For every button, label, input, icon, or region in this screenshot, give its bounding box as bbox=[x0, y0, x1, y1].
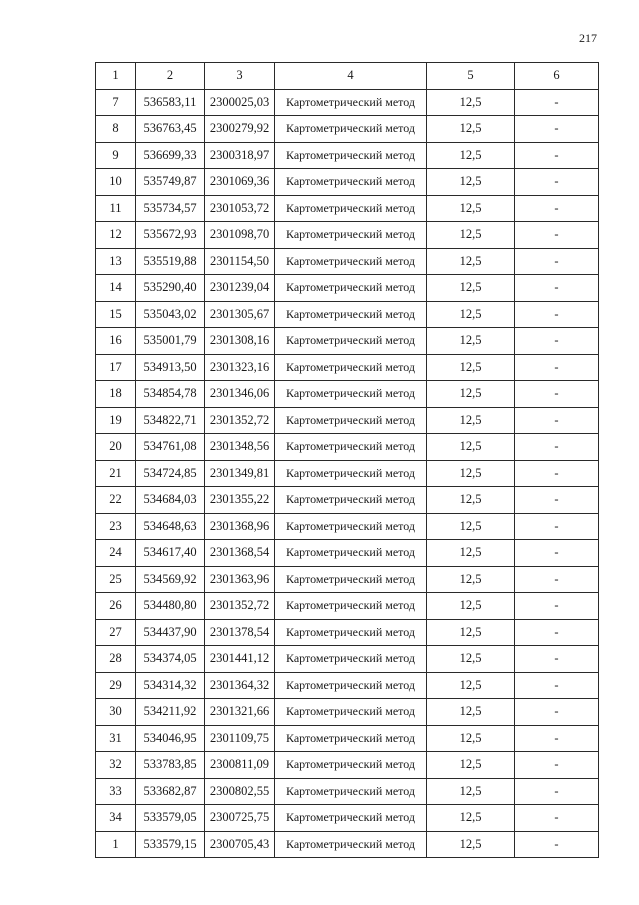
method-cell: Картометрический метод bbox=[275, 487, 427, 514]
y-coordinate-cell: 2301321,66 bbox=[205, 699, 275, 726]
point-number-cell: 24 bbox=[96, 540, 136, 567]
table-row bbox=[96, 831, 599, 858]
note-cell: - bbox=[515, 672, 599, 699]
accuracy-cell: 12,5 bbox=[427, 699, 515, 726]
note-cell: - bbox=[515, 407, 599, 434]
method-cell: Картометрический метод bbox=[275, 89, 427, 116]
method-cell: Картометрический метод bbox=[275, 222, 427, 249]
method-cell: Картометрический метод bbox=[275, 434, 427, 461]
note-cell: - bbox=[515, 513, 599, 540]
table-row bbox=[96, 381, 599, 408]
note-cell: - bbox=[515, 566, 599, 593]
note-cell: - bbox=[515, 434, 599, 461]
point-number-cell: 18 bbox=[96, 381, 136, 408]
note-cell: - bbox=[515, 195, 599, 222]
point-number-cell: 28 bbox=[96, 646, 136, 673]
y-coordinate-cell: 2301348,56 bbox=[205, 434, 275, 461]
table-row bbox=[96, 513, 599, 540]
accuracy-cell: 12,5 bbox=[427, 328, 515, 355]
y-coordinate-cell: 2301109,75 bbox=[205, 725, 275, 752]
note-cell: - bbox=[515, 275, 599, 302]
note-cell: - bbox=[515, 646, 599, 673]
y-coordinate-cell: 2301352,72 bbox=[205, 593, 275, 620]
point-number-cell: 32 bbox=[96, 752, 136, 779]
point-number-cell: 21 bbox=[96, 460, 136, 487]
x-coordinate-cell: 536763,45 bbox=[136, 116, 205, 143]
note-cell: - bbox=[515, 460, 599, 487]
x-coordinate-cell: 534617,40 bbox=[136, 540, 205, 567]
table-row bbox=[96, 725, 599, 752]
method-cell: Картометрический метод bbox=[275, 381, 427, 408]
x-coordinate-cell: 534569,92 bbox=[136, 566, 205, 593]
method-cell: Картометрический метод bbox=[275, 725, 427, 752]
accuracy-cell: 12,5 bbox=[427, 275, 515, 302]
table-row bbox=[96, 699, 599, 726]
note-cell: - bbox=[515, 805, 599, 832]
table-row bbox=[96, 566, 599, 593]
note-cell: - bbox=[515, 831, 599, 858]
x-coordinate-cell: 534822,71 bbox=[136, 407, 205, 434]
accuracy-cell: 12,5 bbox=[427, 752, 515, 779]
accuracy-cell: 12,5 bbox=[427, 248, 515, 275]
y-coordinate-cell: 2301355,22 bbox=[205, 487, 275, 514]
y-coordinate-cell: 2300725,75 bbox=[205, 805, 275, 832]
y-coordinate-cell: 2301364,32 bbox=[205, 672, 275, 699]
y-coordinate-cell: 2301368,54 bbox=[205, 540, 275, 567]
point-number-cell: 31 bbox=[96, 725, 136, 752]
point-number-cell: 25 bbox=[96, 566, 136, 593]
point-number-cell: 26 bbox=[96, 593, 136, 620]
y-coordinate-cell: 2301239,04 bbox=[205, 275, 275, 302]
accuracy-cell: 12,5 bbox=[427, 142, 515, 169]
point-number-cell: 14 bbox=[96, 275, 136, 302]
x-coordinate-cell: 535749,87 bbox=[136, 169, 205, 196]
table-row bbox=[96, 805, 599, 832]
point-number-cell: 17 bbox=[96, 354, 136, 381]
x-coordinate-cell: 533783,85 bbox=[136, 752, 205, 779]
point-number-cell: 22 bbox=[96, 487, 136, 514]
y-coordinate-cell: 2301363,96 bbox=[205, 566, 275, 593]
point-number-cell: 8 bbox=[96, 116, 136, 143]
point-number-cell: 15 bbox=[96, 301, 136, 328]
y-coordinate-cell: 2301308,16 bbox=[205, 328, 275, 355]
x-coordinate-cell: 533579,15 bbox=[136, 831, 205, 858]
table-row bbox=[96, 672, 599, 699]
method-cell: Картометрический метод bbox=[275, 646, 427, 673]
x-coordinate-cell: 534761,08 bbox=[136, 434, 205, 461]
accuracy-cell: 12,5 bbox=[427, 778, 515, 805]
accuracy-cell: 12,5 bbox=[427, 619, 515, 646]
accuracy-cell: 12,5 bbox=[427, 116, 515, 143]
note-cell: - bbox=[515, 328, 599, 355]
x-coordinate-cell: 535001,79 bbox=[136, 328, 205, 355]
accuracy-cell: 12,5 bbox=[427, 805, 515, 832]
note-cell: - bbox=[515, 699, 599, 726]
y-coordinate-cell: 2301069,36 bbox=[205, 169, 275, 196]
table-row bbox=[96, 301, 599, 328]
point-number-cell: 27 bbox=[96, 619, 136, 646]
table-row bbox=[96, 328, 599, 355]
table-row bbox=[96, 778, 599, 805]
column-header: 4 bbox=[275, 63, 427, 90]
accuracy-cell: 12,5 bbox=[427, 540, 515, 567]
point-number-cell: 11 bbox=[96, 195, 136, 222]
y-coordinate-cell: 2301378,54 bbox=[205, 619, 275, 646]
method-cell: Картометрический метод bbox=[275, 195, 427, 222]
coordinates-table bbox=[95, 62, 599, 858]
accuracy-cell: 12,5 bbox=[427, 222, 515, 249]
table-row bbox=[96, 540, 599, 567]
x-coordinate-cell: 536583,11 bbox=[136, 89, 205, 116]
x-coordinate-cell: 535290,40 bbox=[136, 275, 205, 302]
y-coordinate-cell: 2300802,55 bbox=[205, 778, 275, 805]
x-coordinate-cell: 536699,33 bbox=[136, 142, 205, 169]
point-number-cell: 19 bbox=[96, 407, 136, 434]
note-cell: - bbox=[515, 116, 599, 143]
x-coordinate-cell: 533579,05 bbox=[136, 805, 205, 832]
x-coordinate-cell: 534046,95 bbox=[136, 725, 205, 752]
note-cell: - bbox=[515, 752, 599, 779]
method-cell: Картометрический метод bbox=[275, 752, 427, 779]
y-coordinate-cell: 2301349,81 bbox=[205, 460, 275, 487]
table-row bbox=[96, 116, 599, 143]
accuracy-cell: 12,5 bbox=[427, 89, 515, 116]
column-header: 5 bbox=[427, 63, 515, 90]
method-cell: Картометрический метод bbox=[275, 805, 427, 832]
note-cell: - bbox=[515, 248, 599, 275]
accuracy-cell: 12,5 bbox=[427, 434, 515, 461]
method-cell: Картометрический метод bbox=[275, 778, 427, 805]
note-cell: - bbox=[515, 593, 599, 620]
table-row bbox=[96, 460, 599, 487]
accuracy-cell: 12,5 bbox=[427, 301, 515, 328]
y-coordinate-cell: 2300318,97 bbox=[205, 142, 275, 169]
x-coordinate-cell: 533682,87 bbox=[136, 778, 205, 805]
column-header: 3 bbox=[205, 63, 275, 90]
point-number-cell: 33 bbox=[96, 778, 136, 805]
table-row bbox=[96, 354, 599, 381]
x-coordinate-cell: 534648,63 bbox=[136, 513, 205, 540]
x-coordinate-cell: 534684,03 bbox=[136, 487, 205, 514]
table-row bbox=[96, 407, 599, 434]
accuracy-cell: 12,5 bbox=[427, 460, 515, 487]
method-cell: Картометрический метод bbox=[275, 354, 427, 381]
table-row bbox=[96, 222, 599, 249]
x-coordinate-cell: 535734,57 bbox=[136, 195, 205, 222]
point-number-cell: 1 bbox=[96, 831, 136, 858]
table-row bbox=[96, 169, 599, 196]
x-coordinate-cell: 534211,92 bbox=[136, 699, 205, 726]
point-number-cell: 9 bbox=[96, 142, 136, 169]
table-row bbox=[96, 89, 599, 116]
table-row bbox=[96, 195, 599, 222]
method-cell: Картометрический метод bbox=[275, 831, 427, 858]
x-coordinate-cell: 535672,93 bbox=[136, 222, 205, 249]
accuracy-cell: 12,5 bbox=[427, 169, 515, 196]
accuracy-cell: 12,5 bbox=[427, 593, 515, 620]
x-coordinate-cell: 534854,78 bbox=[136, 381, 205, 408]
y-coordinate-cell: 2301053,72 bbox=[205, 195, 275, 222]
table-body bbox=[96, 63, 599, 858]
note-cell: - bbox=[515, 381, 599, 408]
table-row bbox=[96, 248, 599, 275]
column-header: 2 bbox=[136, 63, 205, 90]
method-cell: Картометрический метод bbox=[275, 328, 427, 355]
method-cell: Картометрический метод bbox=[275, 619, 427, 646]
method-cell: Картометрический метод bbox=[275, 566, 427, 593]
note-cell: - bbox=[515, 89, 599, 116]
method-cell: Картометрический метод bbox=[275, 593, 427, 620]
column-header: 1 bbox=[96, 63, 136, 90]
y-coordinate-cell: 2301305,67 bbox=[205, 301, 275, 328]
note-cell: - bbox=[515, 142, 599, 169]
accuracy-cell: 12,5 bbox=[427, 487, 515, 514]
note-cell: - bbox=[515, 725, 599, 752]
method-cell: Картометрический метод bbox=[275, 142, 427, 169]
note-cell: - bbox=[515, 301, 599, 328]
method-cell: Картометрический метод bbox=[275, 116, 427, 143]
x-coordinate-cell: 534314,32 bbox=[136, 672, 205, 699]
y-coordinate-cell: 2301323,16 bbox=[205, 354, 275, 381]
x-coordinate-cell: 534374,05 bbox=[136, 646, 205, 673]
table-row bbox=[96, 142, 599, 169]
accuracy-cell: 12,5 bbox=[427, 566, 515, 593]
accuracy-cell: 12,5 bbox=[427, 381, 515, 408]
note-cell: - bbox=[515, 619, 599, 646]
y-coordinate-cell: 2301098,70 bbox=[205, 222, 275, 249]
note-cell: - bbox=[515, 222, 599, 249]
table-row bbox=[96, 275, 599, 302]
accuracy-cell: 12,5 bbox=[427, 672, 515, 699]
point-number-cell: 30 bbox=[96, 699, 136, 726]
table-row bbox=[96, 619, 599, 646]
y-coordinate-cell: 2300025,03 bbox=[205, 89, 275, 116]
accuracy-cell: 12,5 bbox=[427, 513, 515, 540]
accuracy-cell: 12,5 bbox=[427, 646, 515, 673]
accuracy-cell: 12,5 bbox=[427, 831, 515, 858]
x-coordinate-cell: 534480,80 bbox=[136, 593, 205, 620]
point-number-cell: 12 bbox=[96, 222, 136, 249]
x-coordinate-cell: 534913,50 bbox=[136, 354, 205, 381]
method-cell: Картометрический метод bbox=[275, 540, 427, 567]
method-cell: Картометрический метод bbox=[275, 301, 427, 328]
accuracy-cell: 12,5 bbox=[427, 725, 515, 752]
method-cell: Картометрический метод bbox=[275, 169, 427, 196]
y-coordinate-cell: 2301154,50 bbox=[205, 248, 275, 275]
y-coordinate-cell: 2300705,43 bbox=[205, 831, 275, 858]
y-coordinate-cell: 2301441,12 bbox=[205, 646, 275, 673]
method-cell: Картометрический метод bbox=[275, 248, 427, 275]
table-row bbox=[96, 646, 599, 673]
x-coordinate-cell: 535043,02 bbox=[136, 301, 205, 328]
note-cell: - bbox=[515, 487, 599, 514]
table-row bbox=[96, 593, 599, 620]
page-number: 217 bbox=[579, 31, 597, 45]
method-cell: Картометрический метод bbox=[275, 672, 427, 699]
column-header: 6 bbox=[515, 63, 599, 90]
accuracy-cell: 12,5 bbox=[427, 195, 515, 222]
method-cell: Картометрический метод bbox=[275, 407, 427, 434]
method-cell: Картометрический метод bbox=[275, 699, 427, 726]
note-cell: - bbox=[515, 540, 599, 567]
table-row bbox=[96, 487, 599, 514]
y-coordinate-cell: 2301346,06 bbox=[205, 381, 275, 408]
y-coordinate-cell: 2300811,09 bbox=[205, 752, 275, 779]
x-coordinate-cell: 534437,90 bbox=[136, 619, 205, 646]
x-coordinate-cell: 535519,88 bbox=[136, 248, 205, 275]
note-cell: - bbox=[515, 778, 599, 805]
point-number-cell: 7 bbox=[96, 89, 136, 116]
note-cell: - bbox=[515, 354, 599, 381]
point-number-cell: 13 bbox=[96, 248, 136, 275]
y-coordinate-cell: 2301352,72 bbox=[205, 407, 275, 434]
y-coordinate-cell: 2301368,96 bbox=[205, 513, 275, 540]
table-row bbox=[96, 752, 599, 779]
point-number-cell: 34 bbox=[96, 805, 136, 832]
point-number-cell: 29 bbox=[96, 672, 136, 699]
table-row bbox=[96, 434, 599, 461]
method-cell: Картометрический метод bbox=[275, 513, 427, 540]
y-coordinate-cell: 2300279,92 bbox=[205, 116, 275, 143]
point-number-cell: 16 bbox=[96, 328, 136, 355]
note-cell: - bbox=[515, 169, 599, 196]
point-number-cell: 10 bbox=[96, 169, 136, 196]
method-cell: Картометрический метод bbox=[275, 460, 427, 487]
x-coordinate-cell: 534724,85 bbox=[136, 460, 205, 487]
point-number-cell: 20 bbox=[96, 434, 136, 461]
point-number-cell: 23 bbox=[96, 513, 136, 540]
accuracy-cell: 12,5 bbox=[427, 354, 515, 381]
method-cell: Картометрический метод bbox=[275, 275, 427, 302]
table-header-row bbox=[96, 63, 599, 90]
accuracy-cell: 12,5 bbox=[427, 407, 515, 434]
